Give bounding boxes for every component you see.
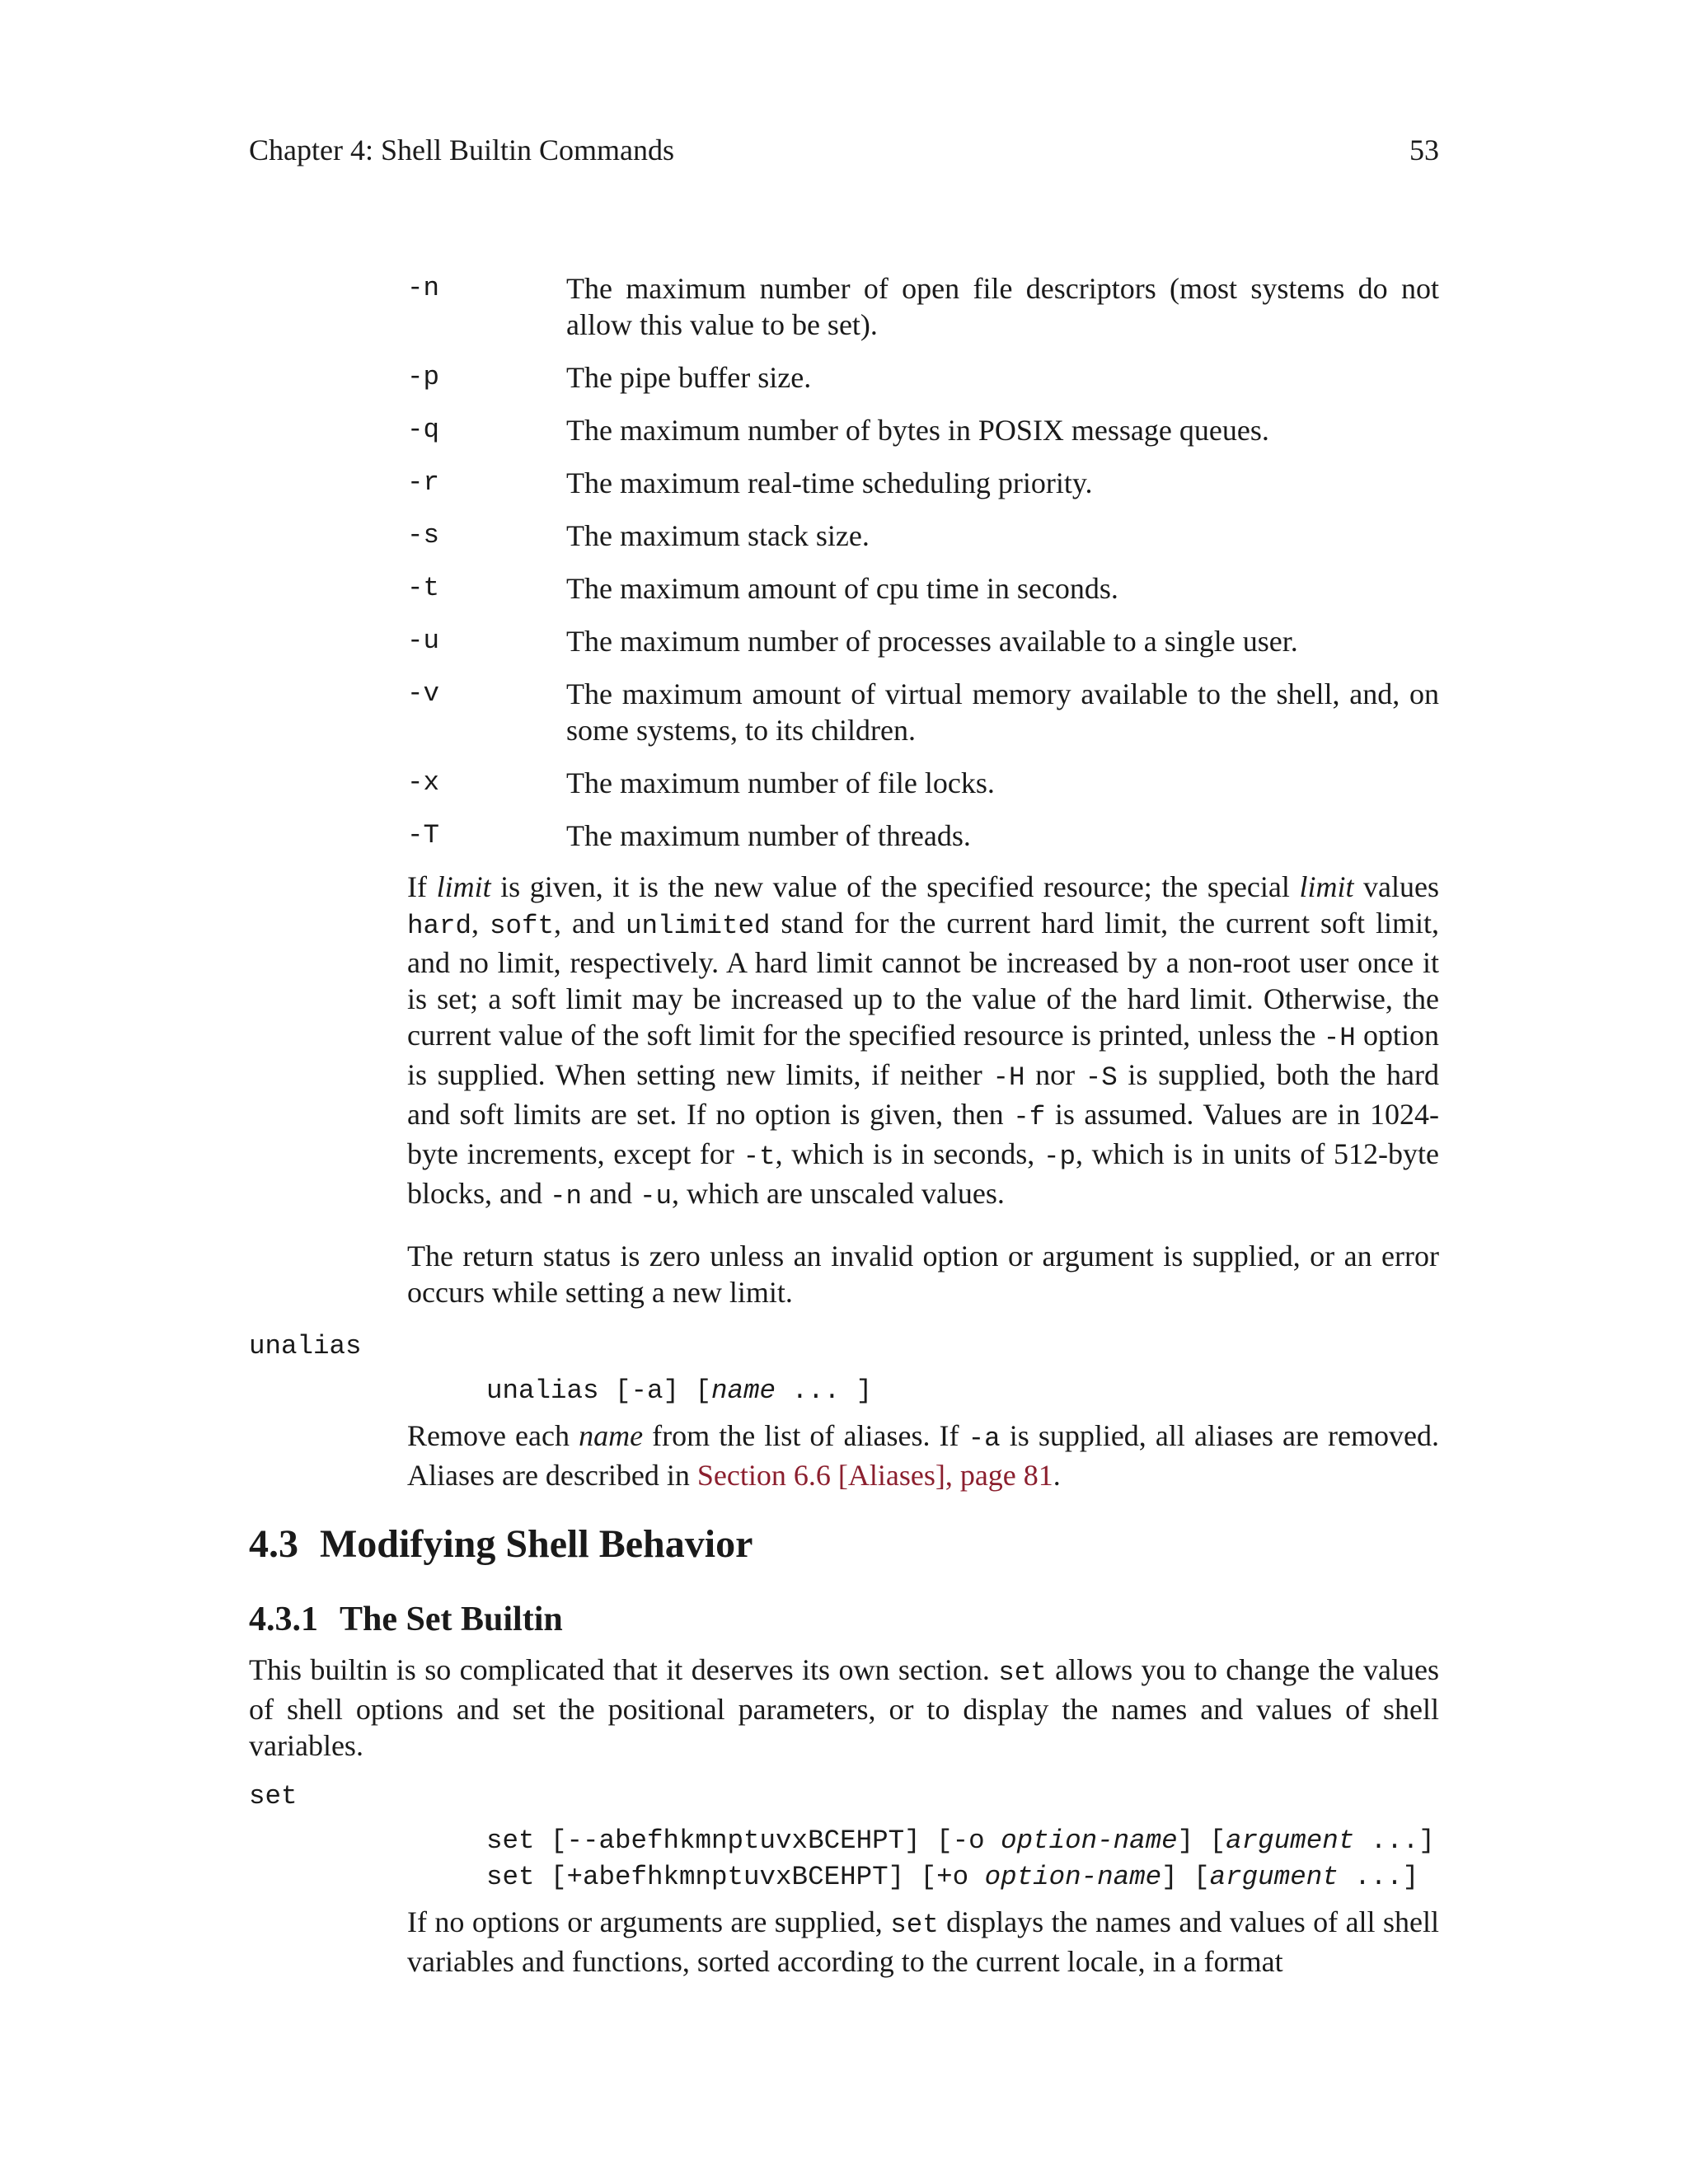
code-option-S: -S bbox=[1085, 1062, 1118, 1093]
option-description: The maximum number of processes available to a single user. bbox=[566, 625, 1298, 658]
arg-argument: argument bbox=[1209, 1862, 1339, 1892]
code-soft: soft bbox=[490, 911, 555, 941]
option-key: -x bbox=[407, 767, 440, 798]
unalias-synopsis bbox=[486, 1373, 872, 1409]
option-key: -n bbox=[407, 273, 440, 303]
option-description: The maximum real-time scheduling priority. bbox=[566, 466, 1093, 499]
code-option-n: -n bbox=[549, 1181, 582, 1212]
arg-option-name: option-name bbox=[984, 1862, 1162, 1892]
option-key: -s bbox=[407, 520, 440, 551]
text: from the list of aliases. If bbox=[643, 1419, 968, 1452]
subsection-heading bbox=[249, 1599, 563, 1640]
option-key: -t bbox=[407, 573, 440, 603]
set-synopsis-plus bbox=[486, 1859, 1418, 1896]
subsection-number: 4.3.1 bbox=[249, 1601, 318, 1638]
text: is supplied, both the hard and soft limits are set. If no option is given, then bbox=[407, 1058, 1439, 1131]
text: ...] bbox=[1338, 1862, 1419, 1892]
option-description: The maximum number of threads. bbox=[566, 819, 971, 852]
text: allows you to change the values of shell options and set the positional parameters, or to display the names and values of shell variables. bbox=[249, 1653, 1439, 1762]
text: ] [ bbox=[1161, 1862, 1210, 1892]
option-key: -T bbox=[407, 820, 440, 851]
builtin-term-unalias: unalias bbox=[249, 1331, 362, 1361]
text: , bbox=[471, 907, 490, 940]
section-number: 4.3 bbox=[249, 1522, 298, 1566]
chapter-title: Chapter 4: Shell Builtin Commands bbox=[249, 134, 674, 166]
limit-paragraph bbox=[407, 869, 1439, 1215]
option-description: The maximum amount of cpu time in seconds. bbox=[566, 572, 1118, 605]
option-key: -p bbox=[407, 362, 440, 392]
text: , which is in units of 512-byte blocks, and bbox=[407, 1137, 1440, 1210]
return-status-paragraph: The return status is zero unless an invalid option or argument is supplied, or an error occurs while setting a new limit. bbox=[407, 1240, 1439, 1309]
text: ... ] bbox=[776, 1376, 873, 1406]
option-description: The maximum number of open file descriptors (most systems do not allow this value to be set). bbox=[566, 272, 1439, 341]
code-set: set bbox=[998, 1657, 1047, 1688]
text: This builtin is so complicated that it deserves its own section. bbox=[249, 1653, 999, 1686]
code-hard: hard bbox=[407, 911, 472, 941]
unalias-description bbox=[407, 1418, 1439, 1493]
option-key: -v bbox=[407, 678, 440, 709]
arg-name: name bbox=[579, 1419, 644, 1452]
text: nor bbox=[1025, 1058, 1085, 1091]
aliases-section-link[interactable]: Section 6.6 [Aliases], page 81 bbox=[696, 1459, 1053, 1492]
text: , which is in seconds, bbox=[775, 1137, 1043, 1170]
builtin-term-set: set bbox=[249, 1781, 298, 1811]
code-option-u: -u bbox=[639, 1181, 672, 1212]
option-description: The maximum amount of virtual memory available to the shell, and, on some systems, to its children. bbox=[566, 677, 1439, 747]
code-option-p: -p bbox=[1043, 1141, 1076, 1172]
set-synopsis-minus bbox=[486, 1823, 1435, 1859]
section-title: Modifying Shell Behavior bbox=[320, 1522, 753, 1566]
text: values bbox=[1353, 870, 1440, 903]
text: set [--abefhkmnptuvxBCEHPT] [-o bbox=[486, 1825, 1001, 1856]
option-description: The maximum number of bytes in POSIX message queues. bbox=[566, 414, 1269, 447]
arg-name: name bbox=[711, 1376, 776, 1406]
text: . bbox=[1053, 1459, 1061, 1492]
text: is given, it is the new value of the specified resource; the special bbox=[490, 870, 1300, 903]
text: ...] bbox=[1354, 1825, 1435, 1856]
option-key: -q bbox=[407, 415, 440, 445]
arg-limit: limit bbox=[436, 870, 491, 903]
text: is supplied, all aliases are removed. Aliases are described in bbox=[407, 1419, 1440, 1492]
text: displays the names and values of all shell variables and functions, sorted according to the current locale, in a format bbox=[407, 1905, 1439, 1978]
running-header bbox=[249, 132, 1439, 168]
set-description bbox=[407, 1904, 1439, 1980]
text: Remove each bbox=[407, 1419, 579, 1452]
text: is assumed. Values are in 1024-byte increments, except for bbox=[407, 1098, 1439, 1170]
arg-limit: limit bbox=[1299, 870, 1354, 903]
text: stand for the current hard limit, the current soft limit, and no limit, respectively. A hard limit cannot be increased by a non-root user once it is set; a soft limit may be increased up to the value of the hard limit. Otherwise, the current value of the soft limit for the specified resource is printed, unless the bbox=[407, 907, 1440, 1052]
text: option is supplied. When setting new limits, if neither bbox=[407, 1019, 1439, 1091]
option-description: The maximum number of file locks. bbox=[566, 766, 995, 799]
text: set [+abefhkmnptuvxBCEHPT] [+o bbox=[486, 1862, 985, 1892]
code-option-H: -H bbox=[1323, 1023, 1356, 1053]
subsection-title: The Set Builtin bbox=[340, 1601, 563, 1638]
code-set: set bbox=[890, 1910, 939, 1940]
text: , and bbox=[554, 907, 626, 940]
code-option-t: -t bbox=[743, 1141, 776, 1172]
text: If bbox=[407, 870, 437, 903]
option-key: -u bbox=[407, 626, 440, 656]
text: unalias [-a] [ bbox=[486, 1376, 712, 1406]
set-intro-paragraph bbox=[249, 1652, 1439, 1764]
page-number: 53 bbox=[1409, 134, 1439, 166]
code-option-H: -H bbox=[992, 1062, 1025, 1093]
arg-argument: argument bbox=[1226, 1825, 1355, 1856]
option-key: -r bbox=[407, 467, 440, 498]
text: If no options or arguments are supplied, bbox=[407, 1905, 891, 1938]
arg-option-name: option-name bbox=[1001, 1825, 1178, 1856]
code-option-a: -a bbox=[968, 1423, 1001, 1454]
code-option-f: -f bbox=[1013, 1102, 1046, 1132]
section-heading bbox=[249, 1521, 753, 1568]
option-description: The maximum stack size. bbox=[566, 519, 870, 552]
text: , which are unscaled values. bbox=[671, 1177, 1005, 1210]
text: and bbox=[581, 1177, 640, 1210]
code-unlimited: unlimited bbox=[625, 911, 771, 941]
option-description: The pipe buffer size. bbox=[566, 361, 812, 394]
text: ] [ bbox=[1177, 1825, 1226, 1856]
